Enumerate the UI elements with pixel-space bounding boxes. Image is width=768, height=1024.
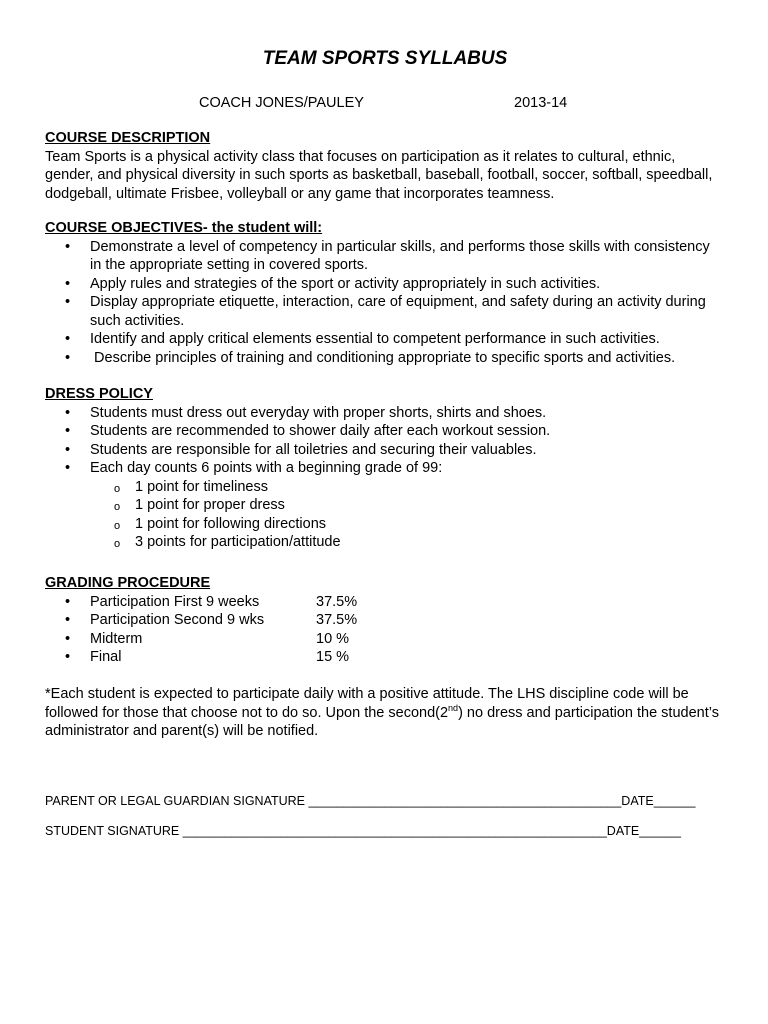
bullet-icon: • bbox=[65, 630, 71, 647]
circle-bullet-icon: o bbox=[114, 482, 121, 495]
grade-row: • Participation First 9 weeks 37.5% bbox=[65, 593, 358, 610]
grade-row: • Final 15 % bbox=[65, 649, 350, 665]
list-item: • Students must dress out everyday with proper shorts, shirts and shoes. bbox=[65, 404, 547, 421]
course-description-section bbox=[45, 129, 725, 203]
circle-bullet-icon: o bbox=[114, 519, 121, 532]
bullet-icon: • bbox=[65, 331, 71, 347]
list-item: • Demonstrate a level of competency in particular skills, and performs those skills with consistency in the appropriate setting in covered sports. bbox=[65, 238, 710, 273]
list-item: o 3 points for participation/attitude bbox=[45, 533, 725, 552]
course-objectives-section bbox=[45, 219, 725, 367]
dress-policy-list bbox=[45, 404, 725, 478]
list-item: o 1 point for following directions bbox=[45, 515, 725, 534]
grade-row: • Midterm 10 % bbox=[65, 630, 350, 647]
grading-list bbox=[45, 593, 725, 667]
list-item: • Identify and apply critical elements essential to competent performance in such activities. bbox=[65, 331, 660, 347]
list-item: • Students are recommended to shower daily after each workout session. bbox=[65, 423, 551, 439]
list-item: • Students are responsible for all toiletries and securing their valuables. bbox=[65, 441, 537, 458]
dress-policy-section bbox=[45, 385, 725, 552]
list-item: • Display appropriate etiquette, interaction, care of equipment, and safety during an activity during such activities. bbox=[65, 294, 706, 329]
grading-procedure-heading: GRADING PROCEDURE bbox=[45, 575, 211, 591]
parent-signature-line[interactable]: PARENT OR LEGAL GUARDIAN SIGNATURE _____________________________________________DATE______ bbox=[45, 794, 696, 808]
grade-row: • Participation Second 9 wks 37.5% bbox=[65, 612, 358, 628]
circle-bullet-icon: o bbox=[114, 538, 121, 550]
bullet-icon: • bbox=[65, 649, 71, 665]
bullet-icon: • bbox=[65, 349, 71, 366]
list-item: • Each day counts 6 points with a beginning grade of 99: bbox=[65, 460, 443, 476]
bullet-icon: • bbox=[65, 460, 71, 476]
course-objectives-heading: COURSE OBJECTIVES- the student will: bbox=[45, 220, 323, 236]
coach-names: COACH JONES/PAULEY bbox=[199, 95, 364, 111]
list-item: o 1 point for proper dress bbox=[45, 496, 725, 515]
course-description-heading: COURSE DESCRIPTION bbox=[45, 130, 211, 146]
grading-procedure-section bbox=[45, 574, 725, 667]
points-breakdown-list bbox=[45, 478, 725, 552]
list-item: • Apply rules and strategies of the sport or activity appropriately in such activities. bbox=[65, 275, 601, 292]
bullet-icon: • bbox=[65, 238, 71, 255]
list-item: o 1 point for timeliness bbox=[45, 478, 725, 497]
list-item: • Describe principles of training and conditioning appropriate to specific sports and activities. bbox=[65, 349, 676, 366]
bullet-icon: • bbox=[65, 294, 71, 310]
course-description-text: Team Sports is a physical activity class that focuses on participation as it relates to cultural, ethnic, gender, and physical diversity in such sports as basketball, baseball, football, soccer, softball, speedball, dodgeball, ultimate Frisbee, volleyball or any game that incorporates teamness. bbox=[45, 148, 713, 202]
student-signature-line[interactable]: STUDENT SIGNATURE _____________________________________________________________DATE______ bbox=[45, 824, 681, 838]
page-title: TEAM SPORTS SYLLABUS bbox=[262, 48, 508, 69]
bullet-icon: • bbox=[65, 275, 71, 292]
objectives-list bbox=[45, 238, 725, 368]
bullet-icon: • bbox=[65, 441, 71, 458]
bullet-icon: • bbox=[65, 612, 71, 628]
attitude-note: *Each student is expected to participate daily with a positive attitude. The LHS discipline code will be followed for those that choose not to do so. Upon the second(2nd) no dress and participation the student’s administrator and parent(s) will be notified. bbox=[45, 686, 719, 739]
bullet-icon: • bbox=[65, 593, 71, 610]
dress-policy-heading: DRESS POLICY bbox=[45, 386, 153, 402]
bullet-icon: • bbox=[65, 423, 71, 439]
circle-bullet-icon: o bbox=[114, 501, 121, 513]
bullet-icon: • bbox=[65, 404, 71, 421]
school-year: 2013-14 bbox=[514, 95, 568, 111]
